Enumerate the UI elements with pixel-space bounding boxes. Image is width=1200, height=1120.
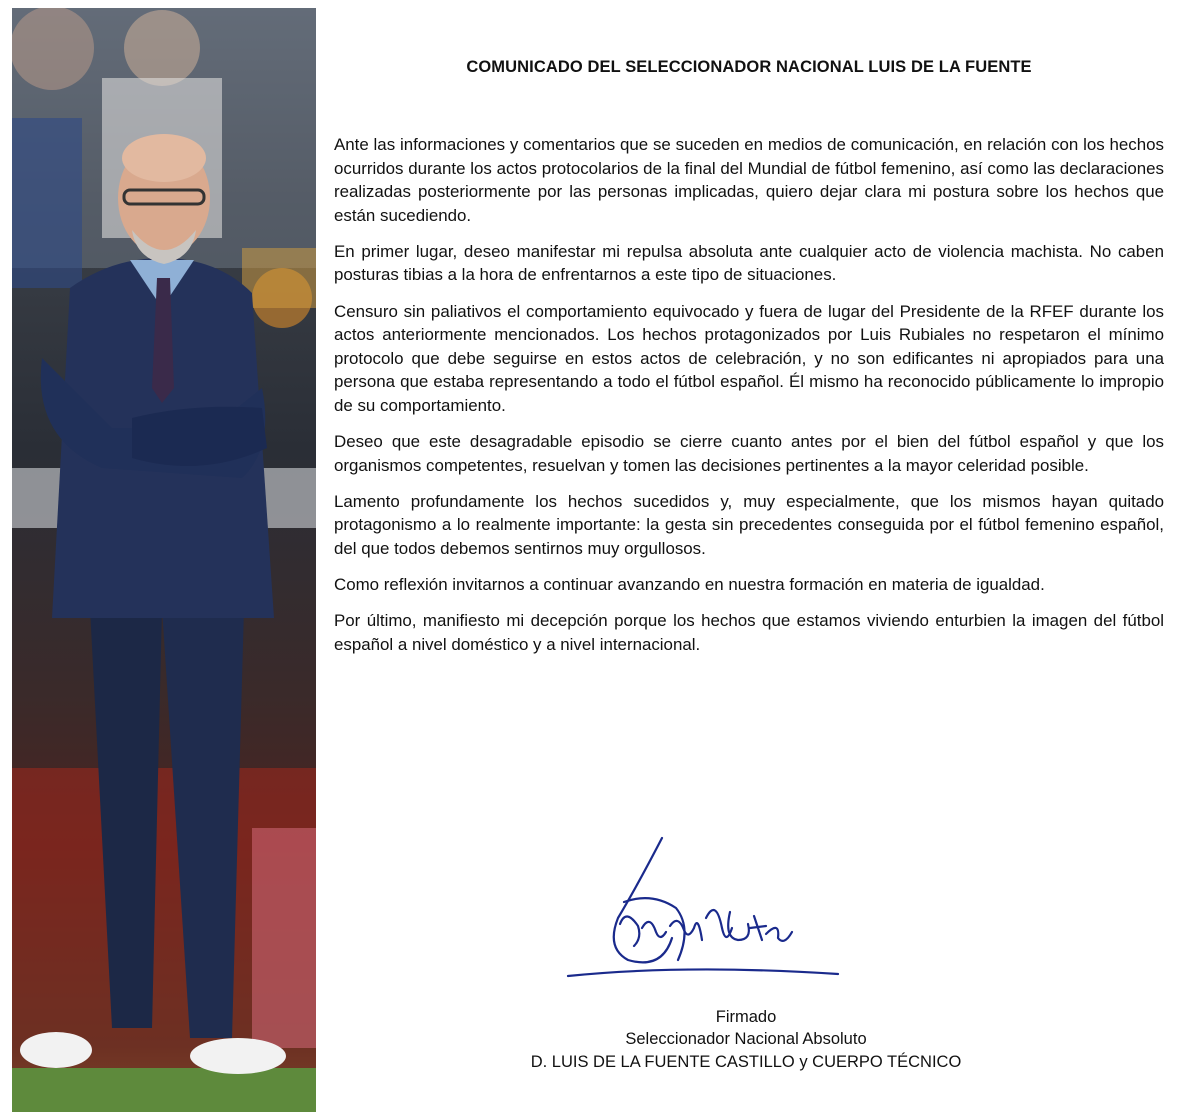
paragraph: Como reflexión invitarnos a continuar avanzando en nuestra formación en materia de igualdad. [334,575,1045,594]
document-title: COMUNICADO DEL SELECCIONADOR NACIONAL LUIS DE LA FUENTE [466,58,1032,76]
paragraph: En primer lugar, deseo manifestar mi repulsa absoluta ante cualquier acto de violencia machista. No caben posturas tibias a la hora de enfrentarnos a este tipo de situaciones. [334,241,1164,285]
paragraph: Lamento profundamente los hechos sucedidos y, muy especialmente, que los mismos hayan quitado protagonismo a lo realmente importante: la gesta sin precedentes conseguida por el fútbol femenino español, del que todos debemos sentirnos muy orgullosos. [334,491,1164,558]
coach-photo-illustration [12,8,316,1112]
paragraph: Ante las informaciones y comentarios que se suceden en medios de comunicación, en relación con los hechos ocurridos durante los actos protocolarios de la final del Mundial de fútbol femenino, así como las declaraciones realizadas posteriormente por las personas implicadas, quiero dejar clara mi postura sobre los hechos que están sucediendo. [334,135,1164,225]
signer-name: D. LUIS DE LA FUENTE CASTILLO y CUERPO TÉCNICO [530,1052,962,1071]
paragraph: Por último, manifiesto mi decepción porque los hechos que estamos viviendo enturbien la imagen del fútbol español a nivel doméstico y a nivel internacional. [334,611,1164,654]
signed-label: Firmado [715,1008,777,1026]
letter [334,58,1164,669]
signature-text [334,1006,1134,1073]
signer-role: Seleccionador Nacional Absoluto [625,1030,867,1049]
handwritten-signature [566,828,842,998]
paragraph: Deseo que este desagradable episodio se cierre cuanto antes por el bien del fútbol español y que los organismos competentes, resuelvan y tomen las decisiones pertinentes a la mayor celeridad posible. [334,432,1164,475]
coach-photo [12,8,316,1112]
paragraph: Censuro sin paliativos el comportamiento equivocado y fuera de lugar del Presidente de la RFEF durante los actos anteriormente mencionados. Los hechos protagonizados por Luis Rubiales no respetaron el mínimo protocolo que debe seguirse en estos actos de celebración, y no son edificantes ni apropiados para una persona que estaba representando a todo el fútbol español. Él mismo ha reconocido públicamente lo impropio de su comportamiento. [334,301,1164,415]
signature-drawing [566,828,842,998]
